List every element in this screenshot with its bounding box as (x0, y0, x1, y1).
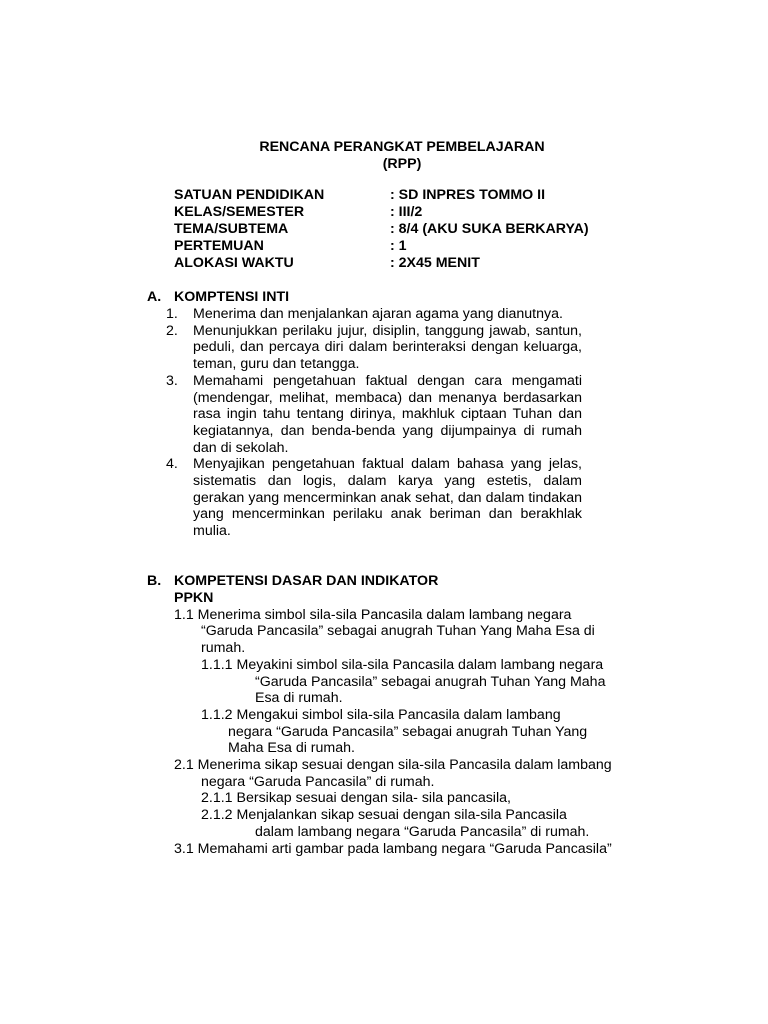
competency-line: rumah. (201, 640, 246, 657)
info-value: : SD INPRES TOMMO II (390, 187, 546, 203)
info-value: : 8/4 (AKU SUKA BERKARYA) (390, 221, 589, 237)
competency-line: negara “Garuda Pancasila” di rumah. (201, 773, 435, 790)
item-number: 4. (166, 456, 178, 473)
list-item (166, 373, 582, 457)
indicator-line: Maha Esa di rumah. (228, 740, 355, 757)
section-title: KOMPTENSI INTI (174, 289, 290, 305)
section-letter: B. (147, 573, 162, 589)
indicator-line: “Garuda Pancasila” sebagai anugrah Tuhan Yang Maha (255, 673, 606, 690)
competency-line: 2.1 Menerima sikap sesuai dengan sila-sila Pancasila dalam lambang (174, 757, 612, 774)
info-label: PERTEMUAN (174, 238, 264, 254)
item-text: Menyajikan pengetahuan faktual dalam bahasa yang jelas, sistematis dan logis, dalam karya yang estetis, dalam gerakan yang mencerminkan anak sehat, dan dalam tindakan yang mencerminkan perilaku anak beriman dan berakhlak mulia. (193, 456, 582, 540)
indicator-line: 1.1.1 Meyakini simbol sila-sila Pancasila dalam lambang negara (201, 656, 604, 673)
indicator-line: dalam lambang negara “Garuda Pancasila” di rumah. (255, 823, 590, 840)
info-label: KELAS/SEMESTER (174, 204, 305, 220)
indicator-line: 2.1.1 Bersikap sesuai dengan sila- sila pancasila, (201, 790, 511, 807)
competency-line: 1.1 Menerima simbol sila-sila Pancasila dalam lambang negara (174, 606, 572, 623)
competency-line: “Garuda Pancasila” sebagai anugrah Tuhan Yang Maha Esa di (201, 623, 595, 640)
subject-heading: PPKN (174, 590, 214, 606)
info-value: : 1 (390, 238, 407, 254)
list-item (166, 456, 582, 540)
item-text: Memahami pengetahuan faktual dengan cara mengamati (mendengar, melihat, membaca) dan menanya berdasarkan rasa ingin tahu tentang dirinya, makhluk ciptaan Tuhan dan kegiatannya, dan benda-benda yang dijumpainya di rumah dan di sekolah. (193, 372, 582, 456)
section-letter: A. (147, 289, 162, 305)
competency-line: 3.1 Memahami arti gambar pada lambang negara “Garuda Pancasila” (174, 840, 612, 857)
doc-title: RENCANA PERANGKAT PEMBELAJARAN (259, 139, 545, 155)
item-text: Menunjukkan perilaku jujur, disiplin, tanggung jawab, santun, peduli, dan percaya diri dalam berinteraksi dengan keluarga, teman, guru dan tetangga. (193, 322, 582, 373)
basic-competency-block (174, 590, 654, 857)
indicator-line: Esa di rumah. (255, 690, 343, 707)
item-number: 1. (166, 306, 178, 322)
info-label: SATUAN PENDIDIKAN (174, 187, 325, 203)
item-text: Menerima dan menjalankan ajaran agama yang dianutnya. (193, 306, 563, 322)
indicator-line: negara “Garuda Pancasila” sebagai anugrah Tuhan Yang (228, 723, 588, 740)
item-number: 2. (166, 322, 178, 339)
indicator-line: 2.1.2 Menjalankan sikap sesuai dengan sila-sila Pancasila (201, 807, 567, 824)
list-item (166, 306, 582, 323)
indicator-line: 1.1.2 Mengakui simbol sila-sila Pancasila dalam lambang (201, 706, 561, 723)
doc-title-abbrev: (RPP) (382, 156, 422, 172)
info-label: TEMA/SUBTEMA (174, 221, 289, 237)
info-value: : 2X45 MENIT (390, 255, 480, 271)
core-competency-list (166, 306, 582, 540)
list-item (166, 323, 582, 373)
info-label: ALOKASI WAKTU (174, 255, 294, 271)
info-value: : III/2 (390, 204, 423, 220)
section-title: KOMPETENSI DASAR DAN INDIKATOR (174, 573, 439, 589)
item-number: 3. (166, 372, 178, 389)
